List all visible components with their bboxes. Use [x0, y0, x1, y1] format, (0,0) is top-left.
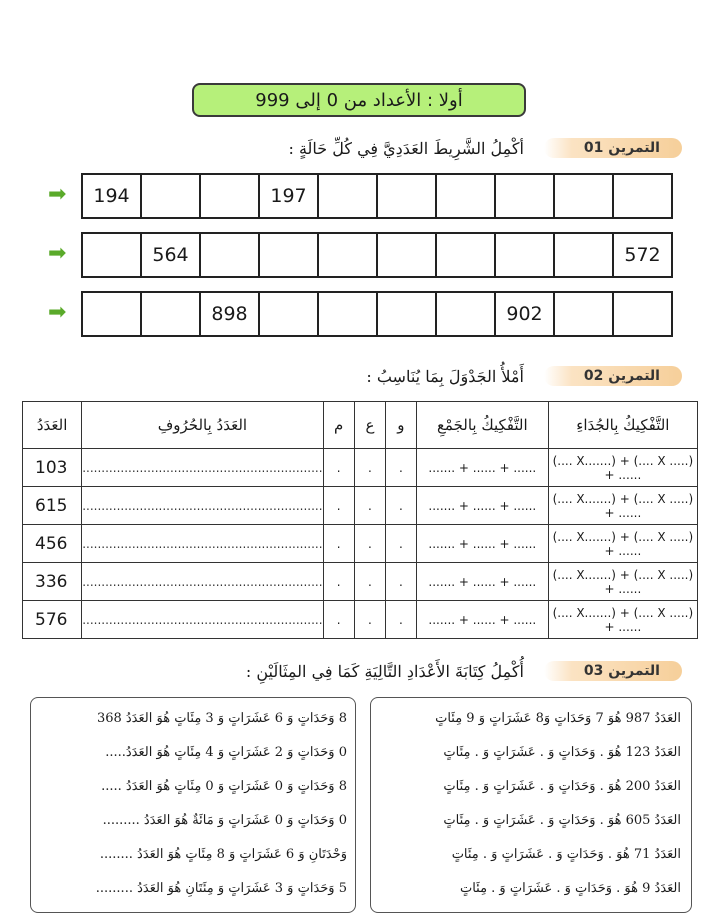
left-example-line: 0 وَحَدَاتٍ وَ 0 عَشَرَاتٍ وَ مَائَةٌ هُوَ العَدَدُ .........	[102, 813, 347, 828]
cell-m[interactable]: .	[323, 449, 354, 487]
cell-sum[interactable]: ....... + ...... + ......	[416, 525, 548, 563]
strip-cell[interactable]	[258, 234, 317, 276]
table-row	[23, 487, 698, 525]
exercise3-header	[246, 661, 682, 681]
strip-cell[interactable]	[494, 234, 553, 276]
table-row	[23, 563, 698, 601]
cell-m[interactable]: .	[323, 563, 354, 601]
exercise1-tag: التمرين 01	[544, 138, 682, 158]
exercise2-instruction: أَمْلأُ الجَدْوَلَ بِمَا يُنَاسِبُ :	[366, 366, 524, 386]
strip-cell[interactable]	[553, 293, 612, 335]
cell-w[interactable]: .	[386, 601, 417, 639]
cell-a[interactable]: .	[354, 525, 385, 563]
number-strip-1	[81, 173, 673, 219]
decomposition-table	[22, 401, 698, 639]
left-example-line: 0 وَحَدَاتٍ وَ 2 عَشَرَاتٍ وَ 4 مِئَاتٍ هُوَ العَدَدُ.....	[105, 745, 347, 760]
strip-cell[interactable]	[317, 234, 376, 276]
strip-cell[interactable]	[435, 175, 494, 217]
strip-cell[interactable]	[83, 234, 140, 276]
table-row	[23, 525, 698, 563]
strip-cell[interactable]	[435, 293, 494, 335]
strip-cell[interactable]: 902	[494, 293, 553, 335]
cell-w[interactable]: .	[386, 525, 417, 563]
left-example-line: 8 وَحَدَاتٍ وَ 0 عَشَرَاتٍ وَ 0 مِئَاتٍ هُوَ العَدَدُ .....	[101, 779, 347, 794]
cell-prod[interactable]: (.... X.......) + (.... X .....) + ......	[548, 525, 697, 563]
strip-cell[interactable]	[83, 293, 140, 335]
strip-cell[interactable]: 564	[140, 234, 199, 276]
cell-w[interactable]: .	[386, 449, 417, 487]
strip-cell[interactable]	[317, 175, 376, 217]
right-example-line: العَدَدُ 71 هُوَ . وَحَدَاتٍ وَ . عَشَرَاتٍ وَ . مِئَاتٍ	[451, 847, 681, 862]
exercise3-instruction: أُكْمِلُ كِتَابَةَ الأَعْدَادِ التَّالِيَةِ كَمَا فِي المِثَالَيْنِ :	[245, 661, 524, 681]
cell-num: 336	[23, 563, 82, 601]
strip-cell[interactable]: 898	[199, 293, 258, 335]
strip-cell[interactable]	[199, 234, 258, 276]
strip-cell[interactable]	[199, 175, 258, 217]
strip-cell[interactable]: 194	[93, 185, 130, 207]
cell-num: 456	[23, 525, 82, 563]
cell-words[interactable]: ...............................................................	[82, 601, 323, 639]
header-number: العَدَدُ	[23, 402, 82, 449]
cell-a[interactable]: .	[354, 449, 385, 487]
cell-sum[interactable]: ....... + ...... + ......	[416, 563, 548, 601]
section-title	[192, 83, 526, 117]
cell-w[interactable]: .	[386, 563, 417, 601]
cell-words[interactable]: ...............................................................	[82, 449, 323, 487]
number-strip-3	[81, 291, 673, 337]
right-example-line: العَدَدُ 9 هُوَ . وَحَدَاتٍ وَ . عَشَرَاتٍ وَ . مِئَاتٍ	[459, 881, 681, 896]
green-arrow-icon: ➡	[48, 182, 67, 207]
left-examples-box	[30, 697, 356, 913]
strip-cell[interactable]	[376, 234, 435, 276]
section-title-text: أولا : الأعداد من 0 إلى 999	[255, 89, 463, 111]
exercise3-tag: التمرين 03	[544, 661, 682, 681]
right-example-line: العَدَدُ 987 هُوَ 7 وَحَدَاتٍ وَ8 عَشَرَاتٍ وَ 9 مِئَاتٍ	[435, 711, 681, 726]
cell-prod[interactable]: (.... X.......) + (.... X .....) + ......	[548, 601, 697, 639]
right-example-line: العَدَدُ 123 هُوَ . وَحَدَاتٍ وَ . عَشَرَاتٍ وَ . مِئَاتٍ	[443, 745, 681, 760]
strip-cell[interactable]	[494, 175, 553, 217]
strip-cell[interactable]	[376, 293, 435, 335]
cell-prod[interactable]: (.... X.......) + (.... X .....) + ......	[548, 563, 697, 601]
green-arrow-icon: ➡	[48, 241, 67, 266]
header-units: و	[386, 402, 417, 449]
strip-cell[interactable]	[435, 234, 494, 276]
header-hundreds: م	[323, 402, 354, 449]
cell-words[interactable]: ...............................................................	[82, 563, 323, 601]
strip-cell[interactable]	[317, 293, 376, 335]
exercise1-instruction: أكْمِلُ الشَّرِيطَ العَدَدِيَّ فِي كُلِّ حَالَةٍ :	[288, 138, 524, 158]
cell-num: 576	[23, 601, 82, 639]
strip-cell[interactable]	[612, 175, 671, 217]
right-examples-box	[370, 697, 692, 913]
table-row	[23, 449, 698, 487]
cell-num: 103	[23, 449, 82, 487]
cell-words[interactable]: ...............................................................	[82, 525, 323, 563]
number-strip-2	[81, 232, 673, 278]
cell-a[interactable]: .	[354, 563, 385, 601]
header-words: العَدَدُ بِالحُرُوفِ	[82, 402, 323, 449]
strip-cell[interactable]: 572	[612, 234, 671, 276]
right-example-line: العَدَدُ 605 هُوَ . وَحَدَاتٍ وَ . عَشَرَاتٍ وَ . مِئَاتٍ	[443, 813, 681, 828]
cell-num: 615	[23, 487, 82, 525]
cell-m[interactable]: .	[323, 525, 354, 563]
cell-m[interactable]: .	[323, 487, 354, 525]
header-tens: ع	[354, 402, 385, 449]
strip-cell[interactable]	[612, 293, 671, 335]
table-row	[23, 601, 698, 639]
cell-words[interactable]: ...............................................................	[82, 487, 323, 525]
cell-prod[interactable]: (.... X.......) + (.... X .....) + ......	[548, 487, 697, 525]
header-product: التَّفْكِيكُ بِالجُدَاءِ	[548, 402, 697, 449]
exercise1-header	[288, 138, 682, 158]
table-header-row	[23, 402, 698, 449]
header-sum: التَّفْكِيكُ بِالجَمْعِ	[416, 402, 548, 449]
exercise2-header	[366, 366, 682, 386]
cell-sum[interactable]: ....... + ...... + ......	[416, 487, 548, 525]
cell-w[interactable]: .	[386, 487, 417, 525]
cell-m[interactable]: .	[323, 601, 354, 639]
cell-sum[interactable]: ....... + ...... + ......	[416, 601, 548, 639]
cell-prod[interactable]: (.... X.......) + (.... X .....) + ......	[548, 449, 697, 487]
strip-cell[interactable]: 197	[258, 175, 317, 217]
strip-cell[interactable]	[553, 175, 612, 217]
left-example-line: وَحْدَتَانِ وَ 6 عَشَرَاتٍ وَ 8 مِئَاتٍ هُوَ العَدَدُ ........	[99, 847, 347, 862]
left-example-line: 8 وَحَدَاتٍ وَ 6 عَشَرَاتٍ وَ 3 مِئَاتٍ هُوَ العَدَدُ 368	[96, 711, 347, 726]
strip-cell[interactable]	[140, 175, 199, 217]
left-example-line: 5 وَحَدَاتٍ وَ 3 عَشَرَاتٍ وَ مِئَتَانِ هُوَ العَدَدُ .........	[95, 881, 347, 896]
strip-cell[interactable]	[553, 234, 612, 276]
strip-cell[interactable]	[376, 175, 435, 217]
exercise2-tag: التمرين 02	[544, 366, 682, 386]
green-arrow-icon: ➡	[48, 300, 67, 325]
strip-cell[interactable]	[140, 293, 199, 335]
strip-cell[interactable]	[258, 293, 317, 335]
cell-a[interactable]: .	[354, 601, 385, 639]
right-example-line: العَدَدُ 200 هُوَ . وَحَدَاتٍ وَ . عَشَرَاتٍ وَ . مِئَاتٍ	[443, 779, 681, 794]
cell-sum[interactable]: ....... + ...... + ......	[416, 449, 548, 487]
cell-a[interactable]: .	[354, 487, 385, 525]
